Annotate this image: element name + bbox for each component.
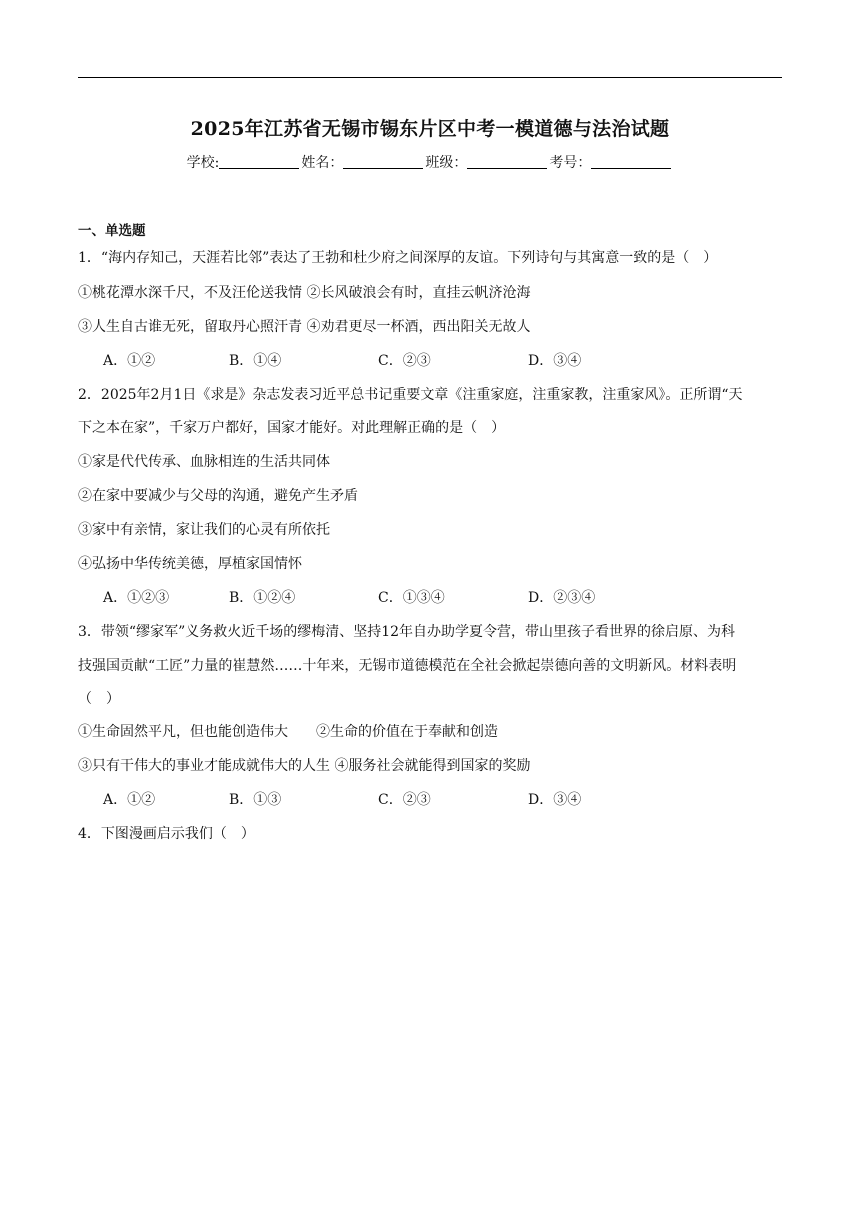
- q3-option-a[interactable]: A．①②: [103, 792, 156, 808]
- class-label: 班级：: [425, 155, 468, 171]
- q2-item-4: ④弘扬中华传统美德，厚植家国情怀: [78, 556, 302, 572]
- q3-stem-line-2: 技强国贡献“工匠”力量的崔慧然……十年来，无锡市道德模范在全社会掀起崇德向善的文明新风。材料表明: [78, 658, 737, 674]
- q3-item-2: ③只有干伟大的事业才能成就伟大的人生 ④服务社会就能得到国家的奖励: [78, 758, 531, 774]
- q3-item-1: ①生命固然平凡，但也能创造伟大 ②生命的价值在于奉献和创造: [78, 724, 498, 740]
- student-info-line: [0, 152, 860, 172]
- q2-stem-line-1: 2．2025年2月1日《求是》杂志发表习近平总书记重要文章《注重家庭，注重家教，注重家风》。正所谓“天: [78, 387, 743, 403]
- q1-option-a[interactable]: A．①②: [103, 353, 156, 369]
- page-title: 2025年江苏省无锡市锡东片区中考一模道德与法治试题: [190, 118, 670, 140]
- q2-option-b[interactable]: B．①②④: [229, 590, 296, 606]
- q2-item-3: ③家中有亲情，家让我们的心灵有所依托: [78, 522, 330, 538]
- class-blank[interactable]: [467, 154, 547, 169]
- q4-stem: 4．下图漫画启示我们（ ）: [78, 826, 255, 842]
- q1-item-1: ①桃花潭水深千尺，不及汪伦送我情 ②长风破浪会有时，直挂云帆济沧海: [78, 285, 531, 301]
- school-blank[interactable]: [219, 154, 299, 169]
- q1-option-c[interactable]: C．②③: [378, 353, 431, 369]
- q2-item-1: ①家是代代传承、血脉相连的生活共同体: [78, 454, 330, 470]
- q3-option-d[interactable]: D．③④: [528, 792, 582, 808]
- top-rule: [78, 77, 782, 78]
- q3-option-c[interactable]: C．②③: [378, 792, 431, 808]
- q3-stem-line-3: （ ）: [78, 691, 120, 707]
- section-heading: 一、单选题: [78, 223, 146, 239]
- q2-option-d[interactable]: D．②③④: [528, 590, 596, 606]
- q2-option-a[interactable]: A．①②③: [103, 590, 170, 606]
- q1-item-2: ③人生自古谁无死，留取丹心照汗青 ④劝君更尽一杯酒，西出阳关无故人: [78, 319, 531, 335]
- q1-option-d[interactable]: D．③④: [528, 353, 582, 369]
- name-blank[interactable]: [343, 154, 423, 169]
- q2-option-c[interactable]: C．①③④: [378, 590, 445, 606]
- id-label: 考号：: [549, 155, 592, 171]
- q3-option-b[interactable]: B．①③: [229, 792, 282, 808]
- name-label: 姓名：: [301, 155, 344, 171]
- q2-item-2: ②在家中要减少与父母的沟通，避免产生矛盾: [78, 488, 358, 504]
- id-blank[interactable]: [591, 154, 671, 169]
- q3-stem-line-1: 3．带领“缪家军”义务救火近千场的缪梅清、坚持12年自办助学夏令营，带山里孩子看世界的徐启原、为科: [78, 624, 736, 640]
- q2-stem-line-2: 下之本在家”，千家万户都好，国家才能好。对此理解正确的是（ ）: [78, 420, 506, 436]
- q1-option-b[interactable]: B．①④: [229, 353, 282, 369]
- q1-stem: 1．“海内存知己，天涯若比邻”表达了王勃和杜少府之间深厚的友谊。下列诗句与其寓意一致的是（ ）: [78, 250, 718, 266]
- school-label: 学校:: [186, 155, 220, 171]
